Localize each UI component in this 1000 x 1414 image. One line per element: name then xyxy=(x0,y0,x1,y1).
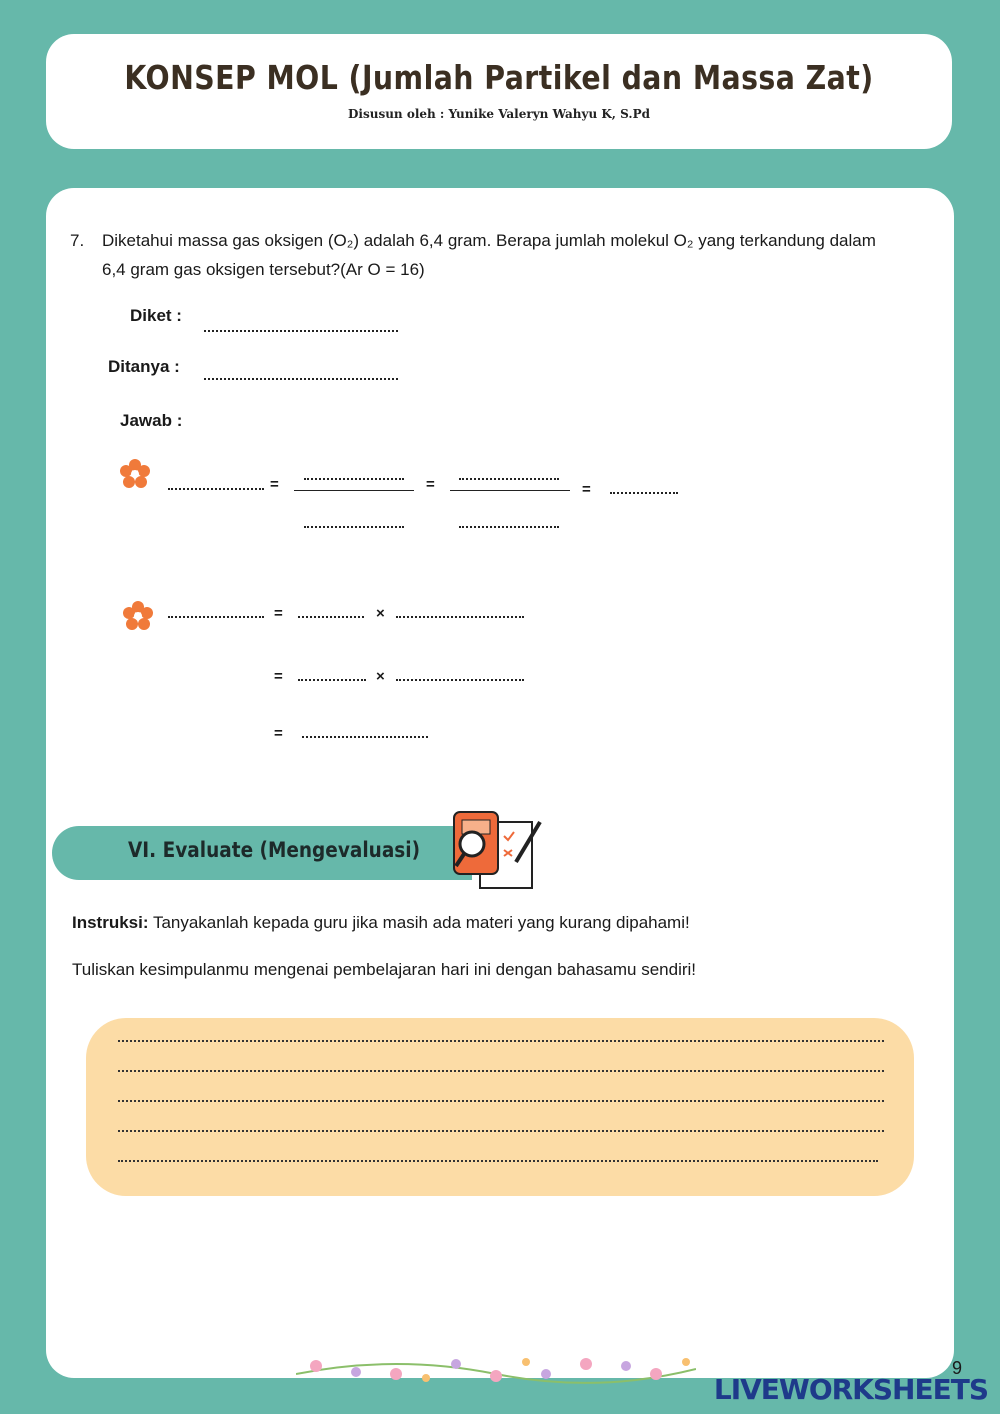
equals-sign: = xyxy=(426,476,435,493)
formula2-input-5[interactable] xyxy=(396,671,524,681)
conclusion-input-5[interactable] xyxy=(118,1160,878,1162)
instruction-line xyxy=(72,913,690,933)
equals-sign: = xyxy=(270,476,279,493)
fraction-line xyxy=(450,490,570,491)
clipboard-magnifier-icon xyxy=(450,802,546,894)
instruction-label: Instruksi: xyxy=(72,913,149,932)
task-text: Tuliskan kesimpulanmu mengenai pembelajaran hari ini dengan bahasamu sendiri! xyxy=(72,960,697,979)
formula2-input-2[interactable] xyxy=(298,608,364,618)
question-number: 7. xyxy=(70,231,85,250)
equals-sign: = xyxy=(274,668,283,685)
formula2-input-3[interactable] xyxy=(396,608,524,618)
formula1-denominator-2[interactable] xyxy=(459,518,559,528)
conclusion-box xyxy=(86,1018,914,1196)
equals-sign: = xyxy=(274,605,283,622)
section-title: VI. Evaluate (Mengevaluasi) xyxy=(128,838,421,862)
flower-icon xyxy=(119,458,151,490)
times-sign: × xyxy=(376,668,385,685)
page-number: 9 xyxy=(952,1358,963,1378)
flower-icon xyxy=(122,600,154,632)
liveworksheets-logo: LIVEWORKSHEETS xyxy=(713,1373,988,1406)
conclusion-input-2[interactable] xyxy=(118,1070,884,1072)
diket-input[interactable] xyxy=(204,322,398,332)
formula1-numerator-1[interactable] xyxy=(304,470,404,480)
formula1-numerator-2[interactable] xyxy=(459,470,559,480)
question-text: Diketahui massa gas oksigen (O₂) adalah 6,4 gram. Berapa jumlah molekul O₂ yang terkandung dalam 6,4 gram gas oksigen tersebut?(Ar O = 16) xyxy=(102,231,876,279)
fraction-line xyxy=(294,490,414,491)
author-line: Disusun oleh : Yunike Valeryn Wahyu K, S.Pd xyxy=(348,107,650,121)
page-title: KONSEP MOL (Jumlah Partikel dan Massa Zat) xyxy=(124,58,874,97)
ditanya-label: Ditanya : xyxy=(108,357,180,376)
formula2-input-1[interactable] xyxy=(168,608,264,618)
times-sign: × xyxy=(376,605,385,622)
formula2-input-4[interactable] xyxy=(298,671,366,681)
conclusion-input-3[interactable] xyxy=(118,1100,884,1102)
ditanya-input[interactable] xyxy=(204,370,398,380)
equals-sign: = xyxy=(582,481,591,498)
formula1-result[interactable] xyxy=(610,484,678,494)
worksheet-card xyxy=(46,188,954,1378)
formula2-result[interactable] xyxy=(302,728,428,738)
instruction-text: Tanyakanlah kepada guru jika masih ada materi yang kurang dipahami! xyxy=(148,913,690,932)
section-banner xyxy=(52,826,472,880)
header-card xyxy=(46,34,952,149)
conclusion-input-1[interactable] xyxy=(118,1040,884,1042)
jawab-label: Jawab : xyxy=(120,411,183,430)
question-7 xyxy=(70,226,890,284)
diket-label: Diket : xyxy=(130,306,182,325)
equals-sign: = xyxy=(274,725,283,742)
flower-garland-decoration xyxy=(296,1344,696,1394)
formula1-input-1[interactable] xyxy=(168,480,264,490)
conclusion-input-4[interactable] xyxy=(118,1130,884,1132)
formula1-denominator-1[interactable] xyxy=(304,518,404,528)
